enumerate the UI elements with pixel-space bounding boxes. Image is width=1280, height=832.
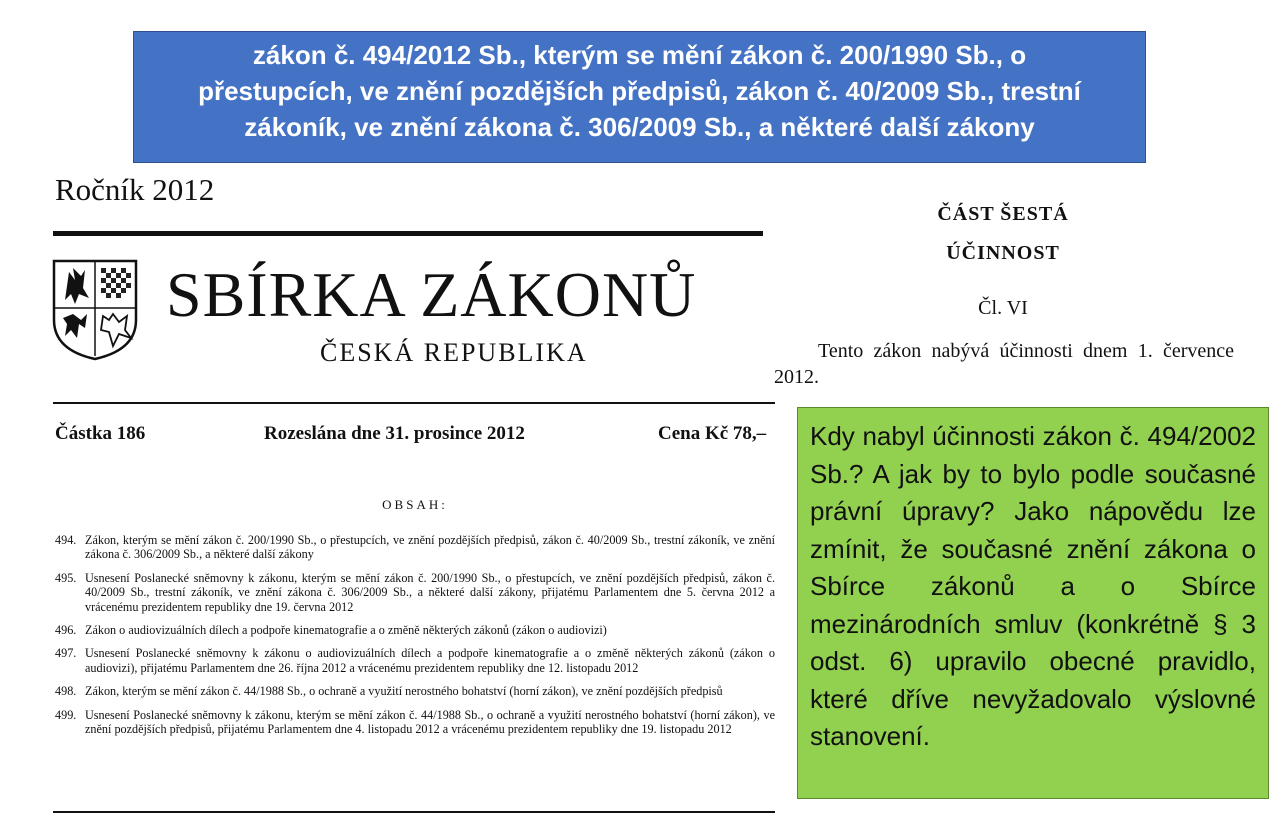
contents-list xyxy=(55,533,775,745)
list-item xyxy=(55,646,775,675)
list-item xyxy=(55,623,775,637)
banner-line: zákon č. 494/2012 Sb., kterým se mění zákon č. 200/1990 Sb., o xyxy=(252,40,1027,70)
part-heading: ČÁST ŠESTÁ xyxy=(937,203,1069,225)
item-number: 497. xyxy=(55,646,77,661)
issue-number: Částka 186 xyxy=(55,423,146,444)
question-box xyxy=(797,407,1269,799)
list-item xyxy=(55,684,775,698)
list-item xyxy=(55,708,775,737)
gazette-title: SBÍRKA ZÁKONŮ xyxy=(166,259,697,330)
item-number: 498. xyxy=(55,684,77,699)
list-item xyxy=(55,533,775,562)
banner-line: přestupcích, ve znění pozdějších předpisů, zákon č. 40/2009 Sb., trestní xyxy=(198,76,1081,106)
item-number: 499. xyxy=(55,707,77,722)
effectiveness-heading: ÚČINNOST xyxy=(946,242,1060,264)
item-text: Usnesení Poslanecké sněmovny k zákonu o audiovizuálních dílech a podpoře kinematografie a o změně některých zákonů (zákon o audiovizi), přijatému Parlamentem dne 26. října 2012 a vrácenému prezidentem republiky dne 12. listopadu 2012 xyxy=(85,646,775,675)
item-text: Usnesení Poslanecké sněmovny k zákonu, kterým se mění zákon č. 44/1988 Sb., o ochraně a využití nerostného bohatství (horní zákon), ve znění pozdějších předpisů, přijatému Parlamentem dne 4. listopadu 2012 a vrácenému prezidentem republiky dne 19. listopadu 2012 xyxy=(85,707,775,737)
header-rule xyxy=(53,402,775,404)
volume-year: Ročník 2012 xyxy=(55,172,215,207)
item-number: 496. xyxy=(55,623,77,638)
item-text: Zákon, kterým se mění zákon č. 200/1990 Sb., o přestupcích, ve znění pozdějších předpisů, zákon č. 40/2009 Sb., trestní zákoník, ve znění zákona č. 306/2009 Sb., a některé další zákony xyxy=(85,533,775,562)
issue-date: Rozeslána dne 31. prosince 2012 xyxy=(264,423,525,444)
item-number: 495. xyxy=(55,570,77,585)
issue-price: Cena Kč 78,– xyxy=(658,423,767,444)
question-text: Kdy nabyl účinnosti zákon č. 494/2002 Sb.? A jak by to bylo podle současné právní úpravy? Jako nápovědu lze zmínit, že současné znění zákona o Sbírce zákonů a o Sbírce mezinárodních smluv (konkrétně § 3 odst. 6) upravilo obecné pravidlo, které dříve nevyžadovalo výslovné stanovení. xyxy=(810,421,1256,751)
contents-heading: OBSAH: xyxy=(382,497,448,512)
gazette-subtitle: ČESKÁ REPUBLIKA xyxy=(320,338,588,367)
top-rule xyxy=(53,231,763,236)
banner-line: zákoník, ve znění zákona č. 306/2009 Sb., a některé další zákony xyxy=(244,112,1035,142)
bottom-rule xyxy=(53,811,775,813)
list-item xyxy=(55,571,775,614)
item-number: 494. xyxy=(55,533,77,547)
article-number: Čl. VI xyxy=(978,297,1028,319)
item-text: Zákon o audiovizuálních dílech a podpoře kinematografie a o změně některých zákonů (zákon o audiovizi) xyxy=(85,623,607,638)
coat-of-arms-icon xyxy=(51,258,139,362)
effectiveness-text: Tento zákon nabývá účinnosti dnem 1. července 2012. xyxy=(774,340,1234,388)
item-text: Zákon, kterým se mění zákon č. 44/1988 Sb., o ochraně a využití nerostného bohatství (horní zákon), ve znění pozdějších předpisů xyxy=(85,684,723,699)
item-text: Usnesení Poslanecké sněmovny k zákonu, kterým se mění zákon č. 200/1990 Sb., o přestupcích, ve znění pozdějších předpisů, zákon č. 40/2009 Sb., trestní zákoník, ve znění zákona č. 306/2009 Sb., a některé další zákony, přijatému Parlamentem dne 5. června 2012 a vrácenému prezidentem republiky dne 19. června 2012 xyxy=(85,570,775,614)
title-banner xyxy=(133,31,1146,163)
